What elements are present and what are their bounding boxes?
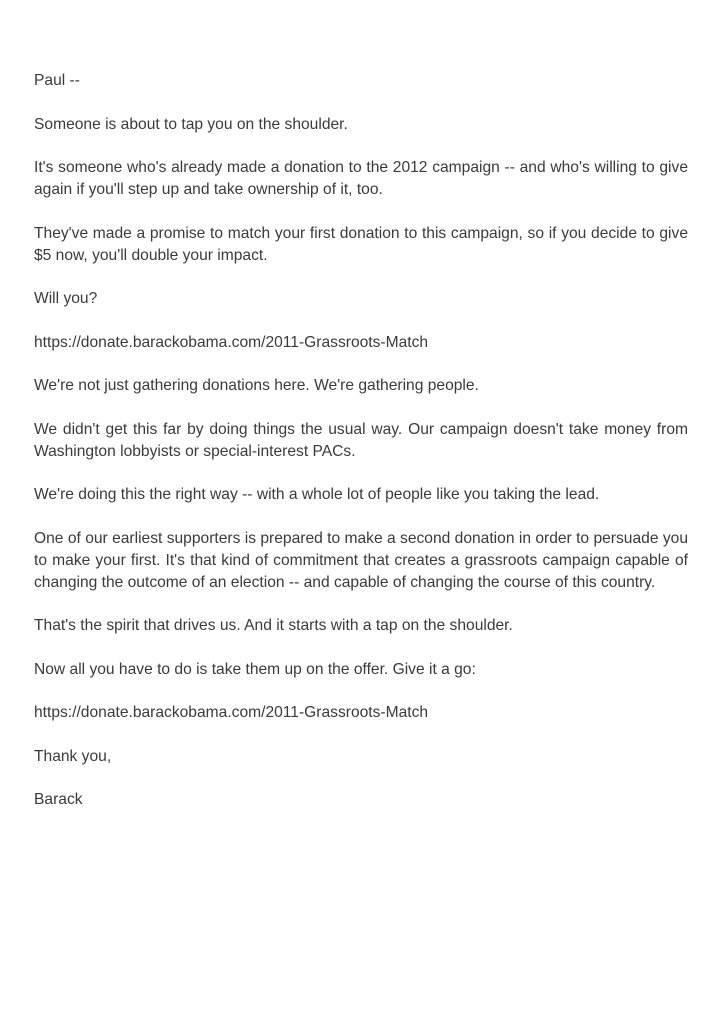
paragraph-no-lobbyists: We didn't get this far by doing things the usual way. Our campaign doesn't take money from Washington lobbyists or special-interest PACs. [34,420,688,460]
paragraph-earliest-supporters: One of our earliest supporters is prepared to make a second donation in order to persuade you to make your first. It's that kind of commitment that creates a grassroots campaign capable of changing the outcome of an election -- and capable of changing the course of this country. [34,529,688,591]
closing: Thank you, [34,747,112,765]
signature: Barack [34,791,83,808]
paragraph-offer: Now all you have to do is take them up on the offer. Give it a go: [34,660,476,678]
letter-body [34,70,688,833]
paragraph-intro: Someone is about to tap you on the shoulder. [34,115,348,133]
salutation: Paul -- [34,72,80,89]
paragraph-match-promise: They've made a promise to match your first donation to this campaign, so if you decide to give $5 now, you'll double your impact. [34,224,688,264]
paragraph-spirit: That's the spirit that drives us. And it starts with a tap on the shoulder. [34,617,513,634]
paragraph-question: Will you? [34,290,98,307]
paragraph-donor: It's someone who's already made a donation to the 2012 campaign -- and who's willing to give again if you'll step up and take ownership of it, too. [34,159,688,198]
donate-link-second[interactable]: https://donate.barackobama.com/2011-Grassroots-Match [34,704,429,721]
donate-link[interactable]: https://donate.barackobama.com/2011-Grassroots-Match [34,333,429,351]
paragraph-right-way: We're doing this the right way -- with a whole lot of people like you taking the lead. [34,486,600,503]
paragraph-gathering-people: We're not just gathering donations here. We're gathering people. [34,377,479,394]
